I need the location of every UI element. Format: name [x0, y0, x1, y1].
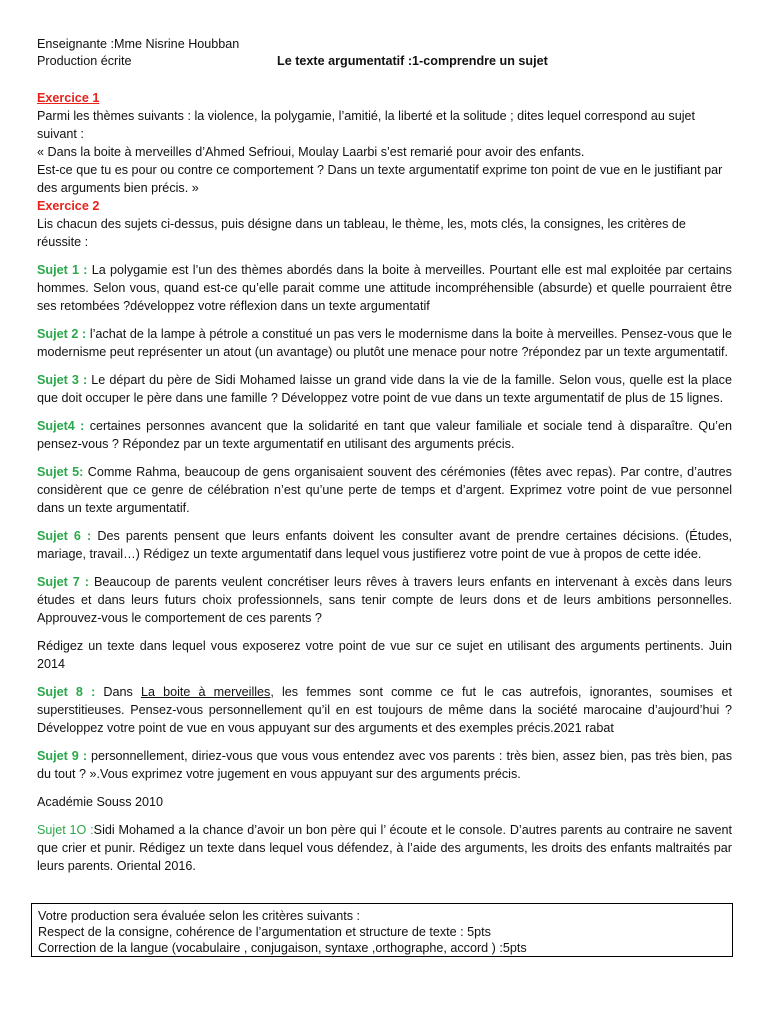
exercise1-heading: Exercice 1 [37, 91, 100, 105]
sujet-label: Sujet 3 : [37, 373, 88, 387]
sujet-1 [37, 261, 732, 315]
exercise2-instruction: Lis chacun des sujets ci-dessus, puis désigne dans un tableau, le thème, les, mots clés, la consignes, les critères de réussite : [37, 217, 686, 249]
sujet-4 [37, 417, 732, 453]
exercise1-question: Est-ce que tu es pour ou contre ce comportement ? Dans un texte argumentatif exprime ton point de vue en le justifiant par des arguments bien précis. » [37, 163, 723, 195]
sujet-text: l’achat de la lampe à pétrole a constitué un pas vers le modernisme dans la boite à merveilles. Pensez-vous que le modernisme peut représenter un atout (un avantage) ou plutôt une menace pour notre ?répondez par un texte argumentatif. [37, 327, 732, 359]
sujet-text: Le départ du père de Sidi Mohamed laisse un grand vide dans la vie de la famille. Selon vous, quelle est la place que doit occuper le père dans une famille ? Développez votre point de vue dans un texte argumentatif de plus de 15 lignes. [37, 373, 732, 405]
sujet-text: La polygamie est l’un des thèmes abordés dans la boite à merveilles. Pourtant elle est mal exploitée par certains hommes. Selon vous, quand est-ce qu’elle parait comme une attitude incompréhensible (absurde) et quelle pourraient être ses retombées ?développez votre réflexion dans un texte argumentatif [37, 263, 732, 313]
sujet-text: Sidi Mohamed a la chance d’avoir un bon père qui l’ écoute et le console. D’autres parents au contraire ne savent que crier et punir. Rédigez un texte dans lequel vous défendez, à l’aide des arguments, les droits des enfants maltraités par leurs parents. Oriental 2016. [37, 823, 732, 873]
exercise1-instruction: Parmi les thèmes suivants : la violence, la polygamie, l’amitié, la liberté et la solitude ; dites lequel correspond au sujet suivant : [37, 109, 696, 141]
sujet-text: certaines personnes avancent que la solidarité en tant que valeur familiale et sociale tend à disparaître. Qu’en pensez-vous ? Répondez par un texte argumentatif en utilisant des arguments précis. [37, 419, 732, 451]
sujet-text: personnellement, diriez-vous que vous vous entendez avec vos parents : très bien, assez bien, pas très bien, pas du tout ? ».Vous exprimez votre jugement en vous appuyant sur des arguments précis. [37, 749, 732, 781]
academie-note: Académie Souss 2010 [37, 795, 164, 809]
sujet-label: Sujet 5: [37, 465, 84, 479]
sujet-label: Sujet 6 : [37, 529, 92, 543]
page-title: Le texte argumentatif :1-comprendre un sujet [277, 54, 548, 68]
sujet-7-followup: Rédigez un texte dans lequel vous exposerez votre point de vue sur ce sujet en utilisant des arguments pertinents. Juin 2014 [37, 639, 732, 671]
sujet-7 [37, 573, 732, 627]
exercise1-quote: « Dans la boite à merveilles d’Ahmed Sefrioui, Moulay Laarbi s’est remarié pour avoir des enfants. [37, 145, 585, 159]
sujet-text-pre: Dans [95, 685, 141, 699]
sujet-label: Sujet 2 : [37, 327, 87, 341]
sujet-label: Sujet 8 : [37, 685, 96, 699]
sujet-label: Sujet 1O : [37, 823, 94, 837]
sujet-10 [37, 821, 732, 875]
sujet-label: Sujet4 : [37, 419, 85, 433]
sujet-text: , les femmes sont comme ce fut le cas autrefois, ignorantes, soumises et superstitieuses. Pensez-vous personnellement qu’il en est toujours de même dans la société marocaine d’aujourd’hui ? Développez votre point de vue en vous appuyant sur des arguments et des exemples précis.2021 rabat [37, 685, 732, 735]
sujet-label: Sujet 9 : [37, 749, 88, 763]
sujet-8 [37, 683, 732, 737]
sujet-3 [37, 371, 732, 407]
sujet-text: Des parents pensent que leurs enfants doivent les consulter avant de prendre certaines décisions. (Études, mariage, travail…) Rédigez un texte argumentatif dans lequel vous justifierez votre point de vue à propos de cette idée. [37, 529, 732, 561]
sujet-text: Comme Rahma, beaucoup de gens organisaient souvent des cérémonies (fêtes avec repas). Par contre, d’autres considèrent que ce genre de célébration n’est qu’une perte de temps et d’argent. Exprimez votre point de vue personnel dans un texte argumentatif. [37, 465, 732, 515]
sujet-label: Sujet 1 : [37, 263, 88, 277]
document-body [37, 89, 732, 875]
header-left [37, 36, 239, 70]
evaluation-intro: Votre production sera évaluée selon les critères suivants : [38, 909, 361, 923]
sujet-9 [37, 747, 732, 783]
book-title: La boite à merveilles [140, 685, 271, 699]
sujet-2 [37, 325, 732, 361]
teacher-name: Enseignante :Mme Nisrine Houbban [37, 37, 240, 51]
exercise2-heading: Exercice 2 [37, 199, 100, 213]
sujet-5 [37, 463, 732, 517]
evaluation-criteria-box [31, 903, 733, 957]
sujet-text: Beaucoup de parents veulent concrétiser leurs rêves à travers leurs enfants en intervenant à excès dans leurs études et dans leurs futurs choix professionnels, sans tenir compte de leurs dons et de leurs ambitions personnelles. Approuvez-vous le comportement de ces parents ? [37, 575, 732, 625]
evaluation-criterion-2: Correction de la langue (vocabulaire , conjugaison, syntaxe ,orthographe, accord ) :5pts [38, 941, 527, 955]
evaluation-criterion-1: Respect de la consigne, cohérence de l’argumentation et structure de texte : 5pts [38, 925, 491, 939]
sujet-6 [37, 527, 732, 563]
sujet-label: Sujet 7 : [37, 575, 89, 589]
subject-label: Production écrite [37, 54, 132, 68]
